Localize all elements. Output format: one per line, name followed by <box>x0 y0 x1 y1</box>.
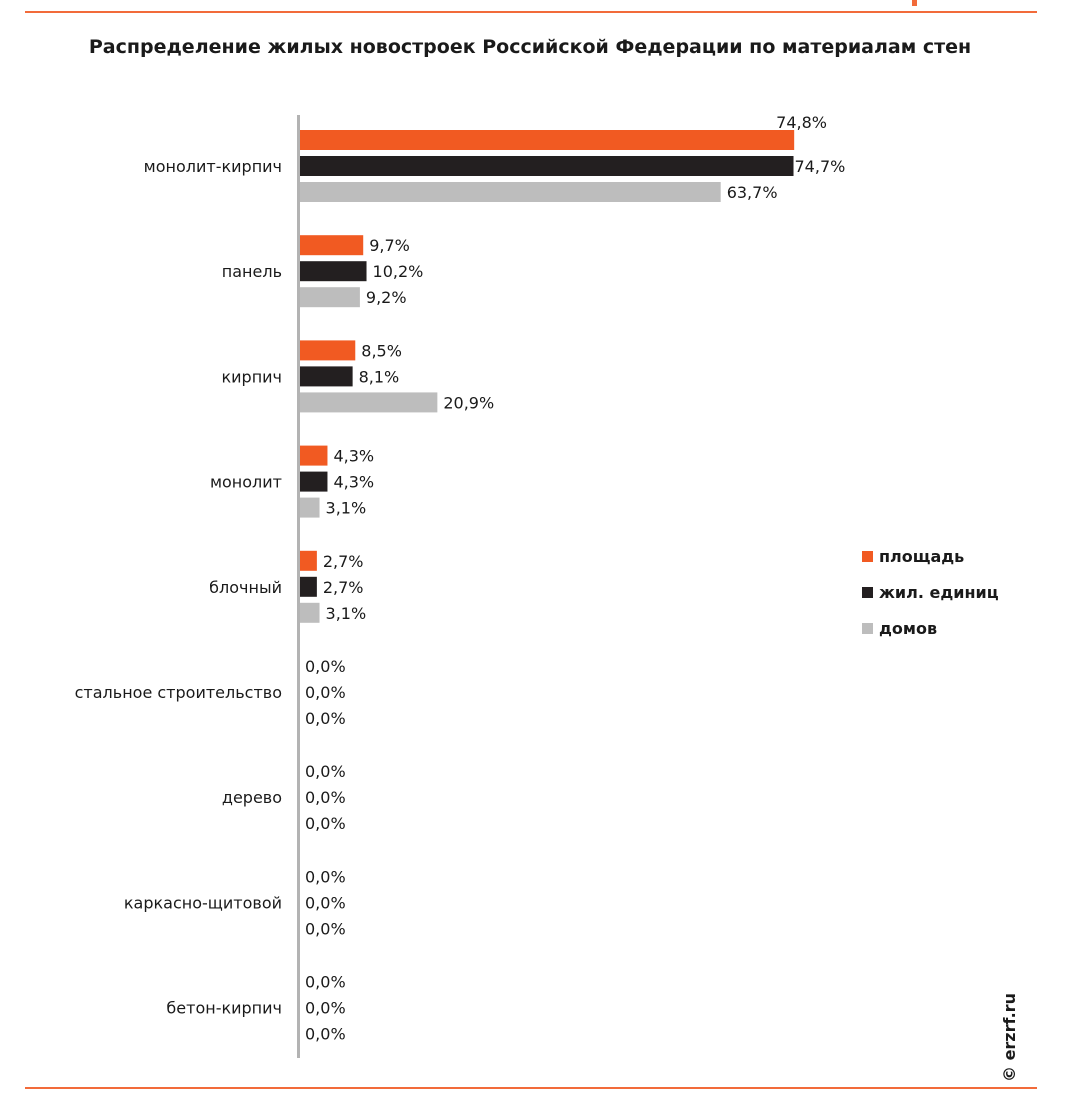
bar-houses <box>299 498 320 518</box>
data-label-units: 4,3% <box>333 472 375 492</box>
bar-units <box>299 472 327 492</box>
data-label-units: 0,0% <box>305 893 346 913</box>
data-label-area: 0,0% <box>305 972 346 992</box>
category-label: блочный <box>209 577 282 597</box>
data-label-houses: 63,7% <box>726 183 778 202</box>
data-label-houses: 3,1% <box>325 498 367 518</box>
bar-houses <box>299 182 721 202</box>
data-label-houses: 0,0% <box>305 1024 346 1044</box>
legend-label-units: жил. единиц <box>879 582 999 602</box>
data-label-units: 74,7% <box>794 157 846 176</box>
legend-label-houses: домов <box>879 618 938 638</box>
bar-area <box>299 446 327 466</box>
data-label-houses: 20,9% <box>443 393 495 413</box>
legend-item-area <box>862 538 999 574</box>
data-label-houses: 0,0% <box>305 814 346 834</box>
legend-item-units <box>862 574 999 610</box>
category-label: монолит-кирпич <box>143 157 282 176</box>
data-label-units: 0,0% <box>305 788 346 808</box>
data-label-units: 10,2% <box>372 262 424 282</box>
data-label-units: 2,7% <box>322 577 364 597</box>
bar-units <box>299 366 353 386</box>
category-label: панель <box>221 262 282 282</box>
category-label: бетон-кирпич <box>166 998 282 1018</box>
data-label-area: 0,0% <box>305 657 346 676</box>
bar-units <box>299 156 794 176</box>
data-label-units: 8,1% <box>358 367 400 387</box>
data-label-houses: 9,2% <box>365 288 407 308</box>
bar-area <box>299 235 363 255</box>
legend-item-houses <box>862 610 999 646</box>
category-label: дерево <box>221 788 282 808</box>
bottom-rule <box>25 1087 1037 1089</box>
legend-swatch-units <box>862 587 873 598</box>
chart-title: Распределение жилых новостроек Российской Федерации по материалам стен <box>88 36 972 58</box>
category-label: кирпич <box>221 367 282 387</box>
data-label-houses: 0,0% <box>305 709 346 728</box>
category-label: монолит <box>209 472 282 492</box>
legend-label-area: площадь <box>879 546 965 566</box>
data-label-area: 8,5% <box>361 341 402 361</box>
bar-area <box>299 130 794 150</box>
data-label-area: 2,7% <box>322 551 364 571</box>
data-label-houses: 0,0% <box>305 919 346 939</box>
data-label-area: 0,0% <box>305 762 346 782</box>
bar-houses <box>299 287 360 307</box>
category-label: стальное строительство <box>74 683 282 702</box>
data-label-units: 0,0% <box>305 998 346 1018</box>
data-label-area: 74,8% <box>776 113 828 132</box>
bar-units <box>299 577 317 597</box>
legend-swatch-area <box>862 551 873 562</box>
data-label-area: 0,0% <box>305 867 346 887</box>
data-label-units: 0,0% <box>305 683 346 702</box>
bar-units <box>299 261 367 281</box>
bar-houses <box>299 603 320 623</box>
category-label: каркасно-щитовой <box>123 893 282 913</box>
legend-swatch-houses <box>862 623 873 634</box>
bar-area <box>299 551 317 571</box>
data-label-area: 4,3% <box>333 446 375 466</box>
legend <box>862 538 999 646</box>
data-label-houses: 3,1% <box>325 603 367 623</box>
copyright-watermark: © erzrf.ru <box>1000 993 1019 1082</box>
bar-houses <box>299 392 437 412</box>
data-label-area: 9,7% <box>369 236 410 256</box>
bar-area <box>299 340 355 360</box>
